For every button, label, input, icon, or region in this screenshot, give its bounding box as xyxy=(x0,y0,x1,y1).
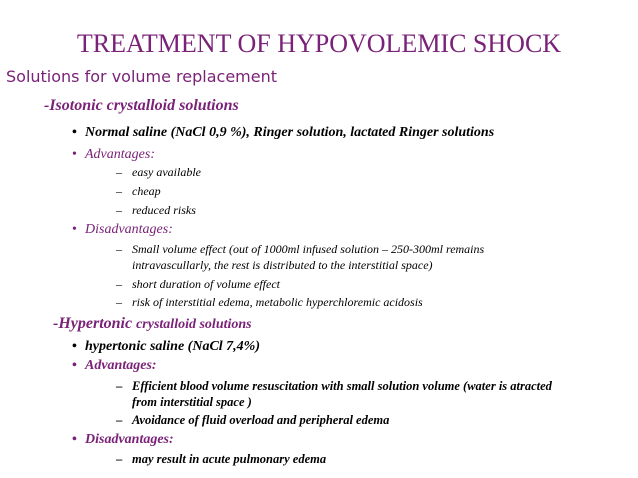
sub-list-item-continuation: intravascullarly, the rest is distributed to the interstitial space) xyxy=(132,258,433,272)
bullet-icon: • xyxy=(72,147,77,162)
sub-list-item: – easy available xyxy=(116,165,201,179)
sub-list-item: – reduced risks xyxy=(116,203,196,217)
dash-icon: – xyxy=(116,184,122,198)
bullet-icon: • xyxy=(72,432,77,447)
bullet-icon: • xyxy=(72,339,77,354)
list-item-disadvantages: • Disadvantages: xyxy=(72,222,173,237)
dash-icon: – xyxy=(116,452,123,466)
list-item: • Normal saline (NaCl 0,9 %), Ringer solution, lactated Ringer solutions xyxy=(72,125,495,140)
slide-subtitle: Solutions for volume replacement xyxy=(6,67,278,86)
dash-icon: – xyxy=(116,379,123,393)
sub-list-item: – may result in acute pulmonary edema xyxy=(116,452,327,466)
dash-icon: – xyxy=(116,413,123,427)
dash-icon: – xyxy=(116,295,122,309)
sub-list-item: – Small volume effect (out of 1000ml infused solution – 250-300ml remains xyxy=(116,242,485,256)
sub-list-item: – Efficient blood volume resuscitation with small solution volume (water is atracted xyxy=(116,379,552,393)
dash-icon: – xyxy=(116,165,122,179)
sub-list-item: – Avoidance of fluid overload and peripheral edema xyxy=(116,413,390,427)
slide-title: TREATMENT OF HYPOVOLEMIC SHOCK xyxy=(76,29,562,58)
bullet-icon: • xyxy=(72,222,77,237)
section-heading-isotonic: -Isotonic crystalloid solutions xyxy=(44,97,239,114)
bullet-icon: • xyxy=(72,358,77,373)
dash-icon: – xyxy=(116,203,122,217)
sub-list-item: – cheap xyxy=(116,184,161,198)
section-heading-hypertonic: -Hypertonic crystalloid solutions xyxy=(53,315,252,332)
sub-list-item: – short duration of volume effect xyxy=(116,277,280,291)
dash-icon: – xyxy=(116,242,122,256)
sub-list-item: – risk of interstitial edema, metabolic hyperchloremic acidosis xyxy=(116,295,423,309)
dash-icon: – xyxy=(116,277,122,291)
list-item-advantages: • Advantages: xyxy=(72,358,157,373)
list-item: • hypertonic saline (NaCl 7,4%) xyxy=(72,339,260,354)
list-item-advantages: • Advantages: xyxy=(72,147,155,162)
bullet-icon: • xyxy=(72,125,77,140)
sub-list-item-continuation: from interstitial space ) xyxy=(132,395,252,409)
list-item-disadvantages: • Disadvantages: xyxy=(72,432,174,447)
